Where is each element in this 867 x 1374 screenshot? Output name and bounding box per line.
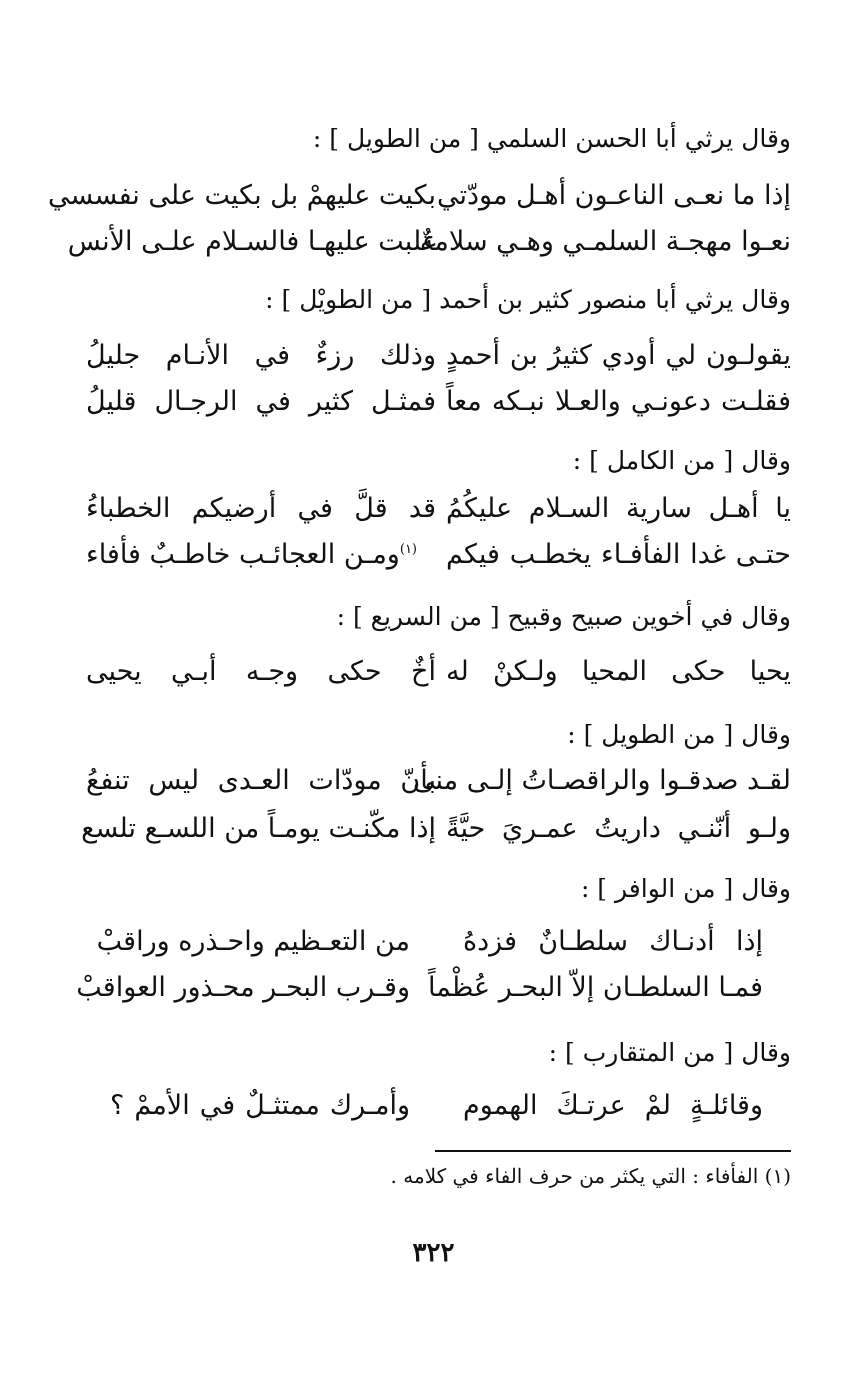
section-intro: وقال [ من الوافر ] : [580,874,791,903]
verse-first-hemistich: يحيا حكى المحيا ولـكنْ له [446,656,791,687]
verse-second-hemistich: وأمـرك ممتثـلٌ في الأممْ ؟ [110,1090,410,1121]
verse-first-hemistich: لقـد صدقـوا والراقصـاتُ إلـى منى [413,765,791,796]
verse-second-hemistich: وذلك رزءٌ في الأنـام جليلُ [86,340,436,371]
verse-second-hemistich: بكيت عليهمْ بل بكيت على نفسسي [47,180,436,211]
verse-first-hemistich: نعـوا مهجـة السلمـي وهـي سلامةٌ [419,226,791,257]
section-intro: وقال في أخوين صبيح وقبيح [ من السريع ] : [336,602,791,631]
section-intro: وقال يرثي أبا منصور كثير بن أحمد [ من الطويْل ] : [265,285,791,314]
footnote-divider [435,1150,791,1152]
verse-first-hemistich: حتـى غدا الفأفـاء يخطـب فيكم [446,539,791,570]
verse-second-hemistich: أخٌ حكى وجـه أبـي يحيى [86,656,436,687]
section-intro: وقال يرثي أبا الحسن السلمي [ من الطويل ] : [312,124,791,153]
verse-first-hemistich: يقولـون لي أودي كثيرُ بن أحمدٍ [446,340,791,371]
section-intro: وقال [ من الطويل ] : [567,720,791,749]
verse-first-hemistich: وقائلـةٍ لمْ عرتـكَ الهموم [463,1090,763,1121]
page-number: ٣٢٢ [412,1238,455,1268]
verse-second-hemistich: بأنّ مودّات العـدى ليس تنفعُ [86,765,436,796]
verse-second-hemistich: $^{(١)}$ومـن العجائـب خاطـبٌ فأفاء [86,539,417,570]
verse-second-hemistich: إذا مكّنـت يومـاً من اللسـع تلسع [81,813,436,844]
verse-first-hemistich: إذا ما نعـى الناعـون أهـل مودّتي [436,180,791,211]
verse-first-hemistich: ولـو أنّنـي داريتُ عمـريَ حيَّةً [446,813,791,844]
verse-first-hemistich: فمـا السلطـان إلاّ البحـر عُظْماً [428,972,763,1003]
verse-first-hemistich: يا أهـل سارية السـلام عليكُمُ [446,493,791,524]
verse-second-hemistich: وقـرب البحـر محـذور العواقبْ [76,972,410,1003]
verse-second-hemistich: من التعـظيم واحـذره وراقبْ [96,926,410,957]
footnote: (١) الفأفاء : التي يكثر من حرف الفاء في كلامه . [390,1164,791,1188]
verse-first-hemistich: فقلـت دعونـي والعـلا نبـكه معاً [446,386,791,417]
verse-first-hemistich: إذا أدنـاك سلطـانٌ فزدهُ [463,926,763,957]
verse-second-hemistich: غلبت عليهـا فالسـلام علـى الأنس [67,226,436,257]
section-intro: وقال [ من المتقارب ] : [548,1038,791,1067]
verse-second-hemistich: فمثـل كثير في الرجـال قليلُ [86,386,436,417]
verse-second-hemistich: قد قلَّ في أرضيكم الخطباءُ [86,493,436,524]
section-intro: وقال [ من الكامل ] : [572,446,791,475]
footnote-ref: (١) [399,542,417,557]
